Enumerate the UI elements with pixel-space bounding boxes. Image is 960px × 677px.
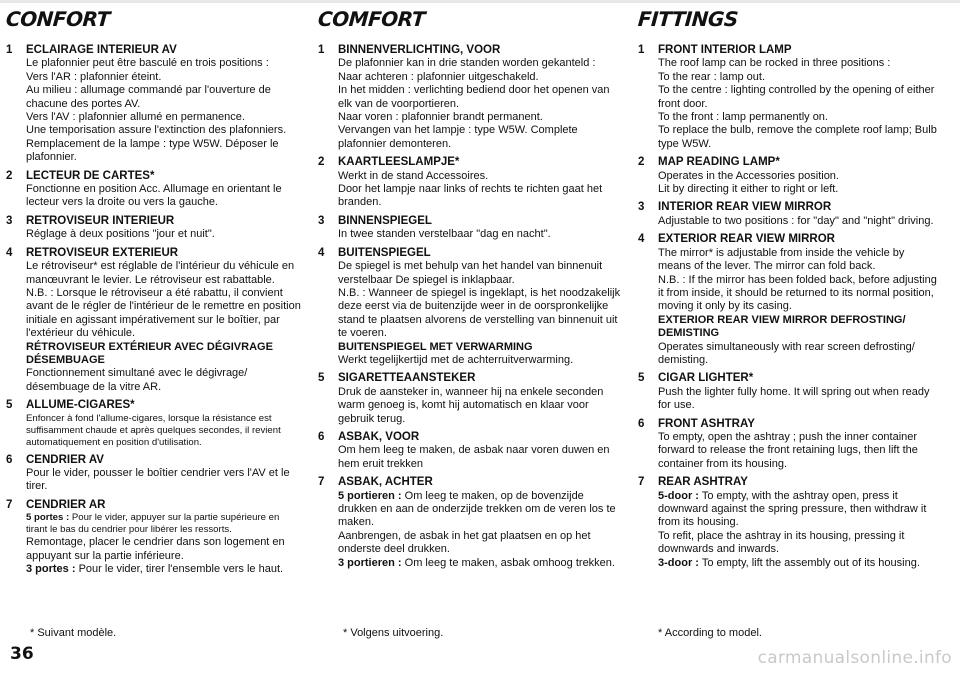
item-number: 5 <box>6 399 13 412</box>
item-text: Fonctionne en position Acc. Allumage en orientant le lecteur vers la droite ou vers la gauche. <box>26 183 282 209</box>
item-number: 3 <box>318 214 325 227</box>
variant-text: Om leeg te maken, asbak omhoog trekken. <box>404 556 615 569</box>
page-number: 36 <box>10 644 34 664</box>
item-text: In het midden : verlichting bediend door het openen van elk van de voorportieren. <box>338 84 610 110</box>
list-item <box>638 418 938 472</box>
variant-text: Pour le vider, tirer l'ensemble vers le haut. <box>78 563 284 575</box>
item-number: 2 <box>638 156 645 169</box>
item-text <box>26 512 302 536</box>
list-item <box>638 372 938 412</box>
footnote: * Volgens uitvoering. <box>343 627 444 639</box>
item-text <box>338 490 624 530</box>
variant-text: Pour le vider, appuyer sur la partie supérieure en tirant le bas du cendrier pour libérer les ressorts. <box>26 512 280 536</box>
item-text: De spiegel is met behulp van het handel van binnenuit verstelbaar De spiegel is inklapbaar. <box>338 260 603 286</box>
item-text: De plafonnier kan in drie standen worden gekanteld : <box>338 57 596 70</box>
list-item <box>318 44 624 151</box>
item-title: RETROVISEUR INTERIEUR <box>26 214 175 227</box>
item-text: Operates in the Accessories position. <box>658 169 839 182</box>
item-number: 7 <box>638 476 645 489</box>
item-list <box>6 44 302 576</box>
item-text: Werkt in de stand Accessoires. <box>338 169 489 182</box>
list-item <box>638 476 938 570</box>
item-text: In twee standen verstelbaar "dag en nacht". <box>338 228 551 241</box>
column-heading: CONFORT <box>5 7 111 31</box>
item-text: Vers l'AR : plafonnier éteint. <box>26 70 162 83</box>
variant-label: 5-door : <box>658 489 699 502</box>
item-text: N.B. : Lorsque le rétroviseur a été rabattu, il convient avant de le régler de l'intérieur de le remettre en position initiale en agissant impérativement sur le boîtier, par l'extérieur du véhicule. <box>26 286 301 340</box>
item-number: 3 <box>638 201 645 214</box>
item-text: To empty, open the ashtray ; push the inner container forward to release the front retaining lugs, then lift the container from its housing. <box>658 430 918 470</box>
item-title: CENDRIER AR <box>26 498 106 511</box>
item-title: ECLAIRAGE INTERIEUR AV <box>26 44 177 56</box>
item-subheading: EXTERIOR REAR VIEW MIRROR DEFROSTING/ DEMISTING <box>658 313 906 340</box>
item-title: CENDRIER AV <box>26 453 104 466</box>
variant-text: To empty, lift the assembly out of its housing. <box>701 556 920 569</box>
item-text: Vers l'AV : plafonnier allumé en permanence. <box>26 111 245 124</box>
list-item <box>318 372 624 426</box>
item-text: Door het lampje naar links of rechts te richten gaat het branden. <box>338 183 603 209</box>
variant-label: 3 portes : <box>26 563 76 575</box>
item-number: 4 <box>6 246 13 259</box>
column-english <box>638 6 938 575</box>
item-text: The roof lamp can be rocked in three positions : <box>658 57 891 70</box>
column-french <box>6 6 302 581</box>
item-text <box>26 563 302 576</box>
item-text: Druk de aansteker in, wanneer hij na enkele seconden warm genoeg is, komt hij automatisch en klaar voor gebruik terug. <box>338 385 604 425</box>
item-number: 5 <box>318 372 325 385</box>
item-text: N.B. : If the mirror has been folded back, before adjusting it from inside, it should be returned to its normal position, moving it only by its casing. <box>658 273 937 313</box>
watermark: carmanualsonline.info <box>757 648 952 668</box>
item-text: Operates simultaneously with rear screen defrosting/ demisting. <box>658 340 915 366</box>
item-number: 1 <box>318 44 325 56</box>
item-title: ASBAK, ACHTER <box>338 476 433 489</box>
list-item <box>318 247 624 368</box>
list-item <box>638 201 938 228</box>
item-text <box>338 557 624 570</box>
page-top-edge <box>0 0 960 3</box>
item-text: Lit by directing it either to right or left. <box>658 183 839 196</box>
item-number: 5 <box>638 372 645 385</box>
item-number: 6 <box>6 453 13 466</box>
item-text: To the rear : lamp out. <box>658 70 765 83</box>
item-text: To the centre : lighting controlled by the opening of either front door. <box>658 84 935 110</box>
list-item <box>318 476 624 570</box>
column-heading: FITTINGS <box>637 7 739 31</box>
item-text: Vervangen van het lampje : type W5W. Complete plafonnier demonteren. <box>338 124 578 150</box>
item-title: ASBAK, VOOR <box>338 430 420 443</box>
item-text: Adjustable to two positions : for "day" and "night" driving. <box>658 214 934 227</box>
variant-label: 5 portieren : <box>338 489 402 502</box>
item-subheading: RÉTROVISEUR EXTÉRIEUR AVEC DÉGIVRAGE DÉSEMBUAGE <box>26 340 273 366</box>
list-item <box>6 215 302 242</box>
item-number: 2 <box>318 156 325 169</box>
item-text: N.B. : Wanneer de spiegel is ingeklapt, is het noodzakelijk deze eerst via de buitenzijde weer in de oorspronkelijke stand te plaatsen alvorens de verstelling van binnenuit uit te voeren. <box>338 286 621 340</box>
item-title: INTERIOR REAR VIEW MIRROR <box>658 201 832 214</box>
column-dutch <box>318 6 624 575</box>
list-item <box>638 233 938 367</box>
item-text: Réglage à deux positions "jour et nuit". <box>26 228 215 241</box>
item-text: To replace the bulb, remove the complete roof lamp; Bulb type W5W. <box>658 124 937 150</box>
variant-label: 5 portes : <box>26 512 70 524</box>
item-title: EXTERIOR REAR VIEW MIRROR <box>658 233 835 246</box>
item-title: BINNENVERLICHTING, VOOR <box>338 44 501 56</box>
item-text: The mirror* is adjustable from inside the vehicle by means of the lever. The mirror can fold back. <box>658 246 905 273</box>
item-text: Pour le vider, pousser le boîtier cendrier vers l'AV et le tirer. <box>26 466 290 493</box>
item-text: Push the lighter fully home. It will spring out when ready for use. <box>658 385 930 412</box>
item-number: 3 <box>6 214 13 227</box>
item-text <box>658 490 938 530</box>
list-item <box>318 431 624 471</box>
footnote: * According to model. <box>658 627 762 639</box>
item-number: 4 <box>638 233 645 246</box>
list-item <box>6 170 302 210</box>
column-heading: COMFORT <box>317 7 426 31</box>
item-title: CIGAR LIGHTER* <box>658 372 754 385</box>
item-title: RETROVISEUR EXTERIEUR <box>26 246 179 259</box>
item-text: Werkt tegelijkertijd met de achterruitverwarming. <box>338 353 574 366</box>
item-text: Naar achteren : plafonnier uitgeschakeld. <box>338 70 539 83</box>
item-title: FRONT INTERIOR LAMP <box>658 44 792 56</box>
item-number: 7 <box>318 476 325 489</box>
list-item <box>638 156 938 196</box>
item-title: KAARTLEESLAMPJE* <box>338 156 460 169</box>
item-text: Fonctionnement simultané avec le dégivrage/ désembuage de la vitre AR. <box>26 367 248 393</box>
item-text <box>658 557 938 570</box>
item-text: Une temporisation assure l'extinction des plafonniers. <box>26 124 287 137</box>
item-number: 6 <box>638 417 645 430</box>
item-number: 6 <box>318 430 325 443</box>
item-text: Remplacement de la lampe : type W5W. Déposer le plafonnier. <box>26 137 279 164</box>
variant-label: 3 portieren : <box>338 556 402 569</box>
list-item <box>638 44 938 151</box>
list-item <box>6 247 302 394</box>
item-title: LECTEUR DE CARTES* <box>26 169 155 182</box>
item-title: BINNENSPIEGEL <box>338 214 432 227</box>
item-text: Naar voren : plafonnier brandt permanent. <box>338 111 543 124</box>
item-text: To the front : lamp permanently on. <box>658 111 828 124</box>
item-text: Enfoncer à fond l'allume-cigares, lorsque la résistance est suffisamment chaude et après quelques secondes, il revient automatiquement en position d'utilisation. <box>26 412 281 448</box>
item-text: Om hem leeg te maken, de asbak naar voren duwen en hem eruit trekken <box>338 444 610 470</box>
item-text: Le rétroviseur* est réglable de l'intérieur du véhicule en manœuvrant le levier. Le rétroviseur est rabattable. <box>26 260 295 286</box>
item-title: MAP READING LAMP* <box>658 156 780 169</box>
item-subheading: BUITENSPIEGEL MET VERWARMING <box>338 340 533 353</box>
item-number: 7 <box>6 498 13 511</box>
list-item <box>6 399 302 448</box>
item-list <box>318 44 624 570</box>
item-text: Au milieu : allumage commandé par l'ouverture de chacune des portes AV. <box>26 84 271 110</box>
item-text: Le plafonnier peut être basculé en trois positions : <box>26 57 269 70</box>
variant-text: To empty, with the ashtray open, press it downward against the spring pressure, then withdraw it from its housing. <box>658 489 927 529</box>
list-item <box>6 454 302 494</box>
item-title: REAR ASHTRAY <box>658 476 748 489</box>
item-number: 1 <box>6 44 13 56</box>
item-number: 1 <box>638 44 645 56</box>
item-title: BUITENSPIEGEL <box>338 246 431 259</box>
list-item <box>6 499 302 577</box>
item-title: SIGARETTEAANSTEKER <box>338 372 476 385</box>
variant-text: Om leeg te maken, op de bovenzijde drukken en aan de onderzijde trekken om de veren los te maken. <box>338 489 616 529</box>
item-title: ALLUME-CIGARES* <box>26 399 135 412</box>
footnote: * Suivant modèle. <box>30 627 117 639</box>
list-item <box>6 44 302 165</box>
item-text: To refit, place the ashtray in its housing, pressing it downwards and inwards. <box>658 529 905 556</box>
list-item <box>318 215 624 242</box>
item-list <box>638 44 938 570</box>
item-number: 2 <box>6 169 13 182</box>
list-item <box>318 156 624 210</box>
item-number: 4 <box>318 246 325 259</box>
item-text: Aanbrengen, de asbak in het gat plaatsen en op het onderste deel drukken. <box>338 529 591 556</box>
item-text: Remontage, placer le cendrier dans son logement en appuyant sur la partie inférieure. <box>26 536 285 562</box>
item-title: FRONT ASHTRAY <box>658 417 755 430</box>
variant-label: 3-door : <box>658 556 699 569</box>
